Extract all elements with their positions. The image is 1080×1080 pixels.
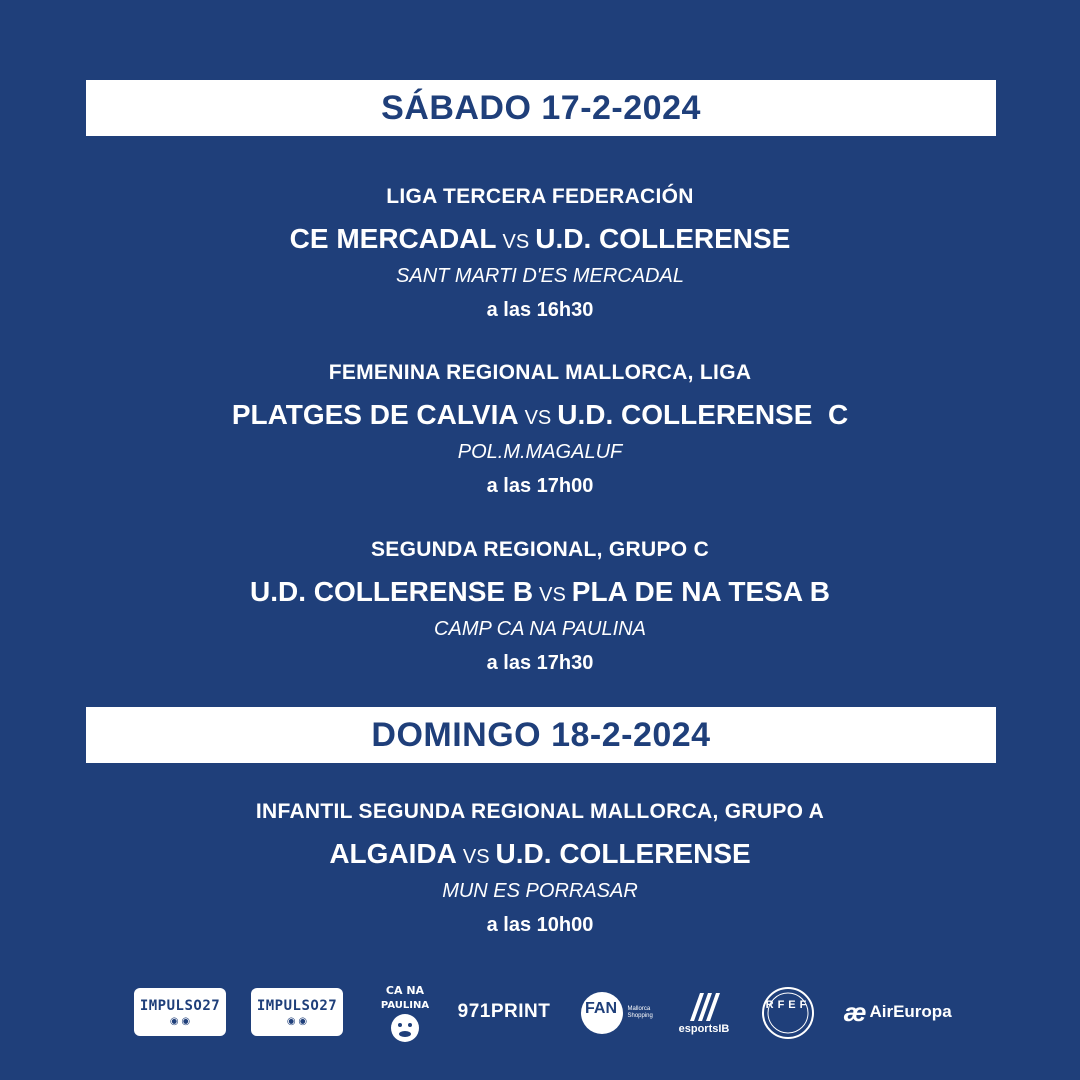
away-team: U.D. COLLERENSE C xyxy=(557,399,849,430)
kickoff-time: a las 16h30 xyxy=(486,299,594,321)
vs-label: VS xyxy=(524,407,552,429)
competition-label: INFANTIL SEGUNDA REGIONAL MALLORCA, GRUPO A xyxy=(255,800,825,823)
badge-icon: ◉ ◉ xyxy=(286,1015,308,1027)
away-team: U.D. COLLERENSE xyxy=(495,838,751,869)
ca-na-paulina-logo xyxy=(374,977,436,1049)
match-teams xyxy=(0,221,1080,257)
match-teams xyxy=(0,574,1080,610)
away-team: U.D. COLLERENSE xyxy=(535,223,791,254)
home-team: PLATGES DE CALVIA xyxy=(231,399,519,430)
svg-text:PAULINA: PAULINA xyxy=(380,1000,430,1011)
fan-logo: FAN Mallorca Shopping xyxy=(578,987,654,1039)
vs-label: VS xyxy=(502,231,530,253)
home-team: CE MERCADAL xyxy=(289,223,497,254)
rfef-logo: RFEF xyxy=(760,985,816,1041)
venue-label: SANT MARTI D'ES MERCADAL xyxy=(396,265,684,287)
home-team: ALGAIDA xyxy=(329,838,457,869)
kickoff-time: a las 10h00 xyxy=(486,914,594,936)
ca-na-paulina-emblem-icon xyxy=(376,978,434,1048)
competition-label: SEGUNDA REGIONAL, GRUPO C xyxy=(370,538,710,561)
day-label: SÁBADO 17-2-2024 xyxy=(381,88,701,127)
impulso27-logo: IMPULSO27 ◉ ◉ xyxy=(251,988,343,1036)
badge-icon: ◉ ◉ xyxy=(169,1015,191,1027)
svg-text:CA NA: CA NA xyxy=(385,984,425,997)
rfef-crest-icon xyxy=(761,986,815,1040)
match-card xyxy=(0,359,1080,501)
match-teams xyxy=(0,836,1080,872)
day-banner-sunday xyxy=(86,707,996,763)
day-banner-saturday xyxy=(86,80,996,136)
venue-label: CAMP CA NA PAULINA xyxy=(434,618,646,640)
venue-label: POL.M.MAGALUF xyxy=(457,441,623,463)
impulso27-logo: IMPULSO27 ◉ ◉ xyxy=(134,988,226,1036)
sponsors-strip xyxy=(0,975,1080,1055)
vs-label: VS xyxy=(539,584,566,606)
match-card xyxy=(0,183,1080,325)
match-card xyxy=(0,798,1080,940)
competition-label: LIGA TERCERA FEDERACIÓN xyxy=(386,185,694,208)
kickoff-time: a las 17h00 xyxy=(486,475,594,497)
vs-label: VS xyxy=(462,846,490,868)
away-team: PLA DE NA TESA B xyxy=(571,576,831,607)
day-label: DOMINGO 18-2-2024 xyxy=(371,715,711,754)
kickoff-time: a las 17h30 xyxy=(486,652,594,674)
match-card xyxy=(0,536,1080,678)
aireuropa-symbol-icon: æ xyxy=(843,996,867,1027)
aireuropa-logo: æ AirEuropa xyxy=(843,996,952,1027)
competition-label: FEMENINA REGIONAL MALLORCA, LIGA xyxy=(328,361,752,384)
venue-label: MUN ES PORRASAR xyxy=(442,880,638,902)
971print-logo: 971PRINT xyxy=(457,1001,551,1022)
esportsib-logo: esportsIB xyxy=(676,981,732,1043)
home-team: U.D. COLLERENSE B xyxy=(249,576,534,607)
esportsib-stripes-icon xyxy=(686,989,722,1023)
match-teams xyxy=(0,397,1080,433)
